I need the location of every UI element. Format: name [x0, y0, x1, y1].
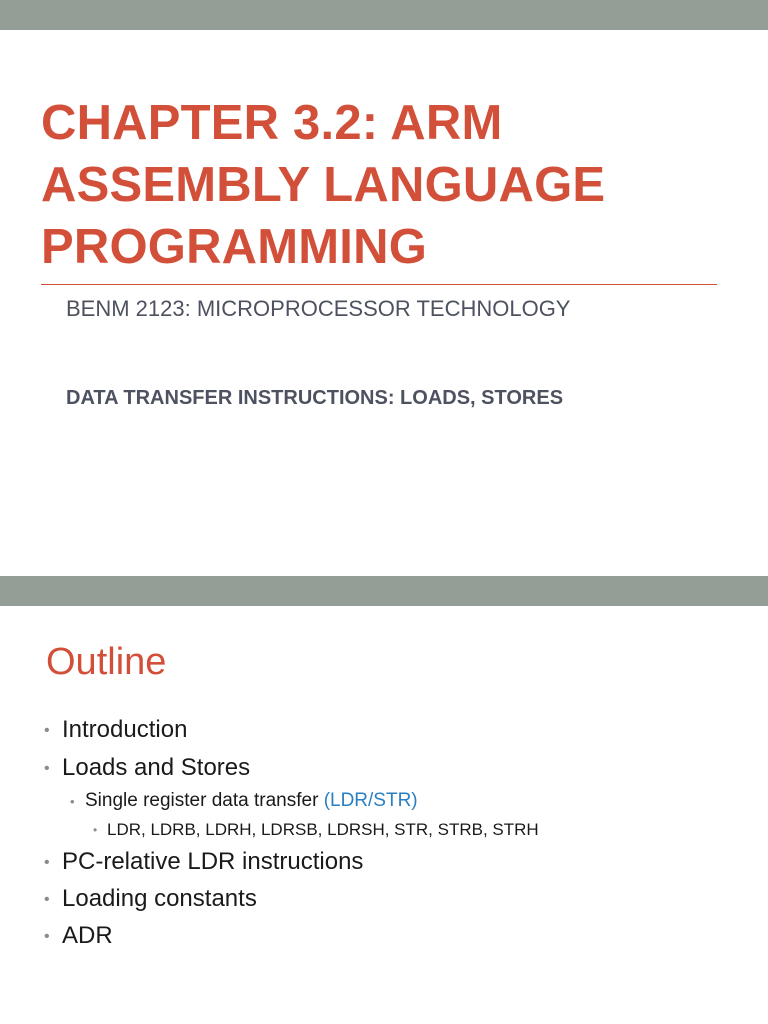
list-item-text: Single register data transfer	[85, 790, 324, 811]
topic-subtitle: DATA TRANSFER INSTRUCTIONS: LOADS, STORES	[66, 387, 564, 409]
list-item	[93, 819, 539, 841]
list-item-text: Loading constants	[62, 885, 257, 912]
list-item	[44, 715, 188, 745]
list-item-text: PC-relative LDR instructions	[62, 848, 364, 875]
list-item-accent: (LDR/STR)	[323, 790, 418, 811]
list-item-text: Introduction	[62, 716, 188, 743]
bullet-icon: •	[44, 760, 50, 777]
slide-title: CHAPTER 3.2: ARM ASSEMBLY LANGUAGE PROGRAMMING	[41, 96, 606, 274]
bullet-icon: •	[44, 854, 50, 871]
title-divider	[41, 284, 717, 285]
list-item-text: Loads and Stores	[62, 754, 251, 781]
outline-slide	[0, 576, 768, 1024]
course-subtitle: BENM 2123: MICROPROCESSOR TECHNOLOGY	[66, 296, 571, 321]
outline-title: Outline	[46, 641, 167, 683]
list-item-text: LDR, LDRB, LDRH, LDRSB, LDRSH, STR, STRB, STRH	[107, 820, 539, 839]
list-item	[44, 921, 113, 951]
bullet-icon: •	[44, 722, 50, 739]
list-item-text: ADR	[62, 922, 113, 949]
slide-header-bar	[0, 0, 768, 30]
list-item	[44, 753, 251, 783]
slide-header-bar	[0, 576, 768, 606]
list-item	[44, 884, 257, 914]
list-item	[44, 847, 364, 877]
bullet-icon: •	[44, 891, 50, 908]
bullet-icon: •	[70, 794, 75, 809]
bullet-icon: •	[44, 928, 50, 945]
bullet-icon: •	[93, 823, 98, 837]
list-item	[70, 789, 418, 813]
